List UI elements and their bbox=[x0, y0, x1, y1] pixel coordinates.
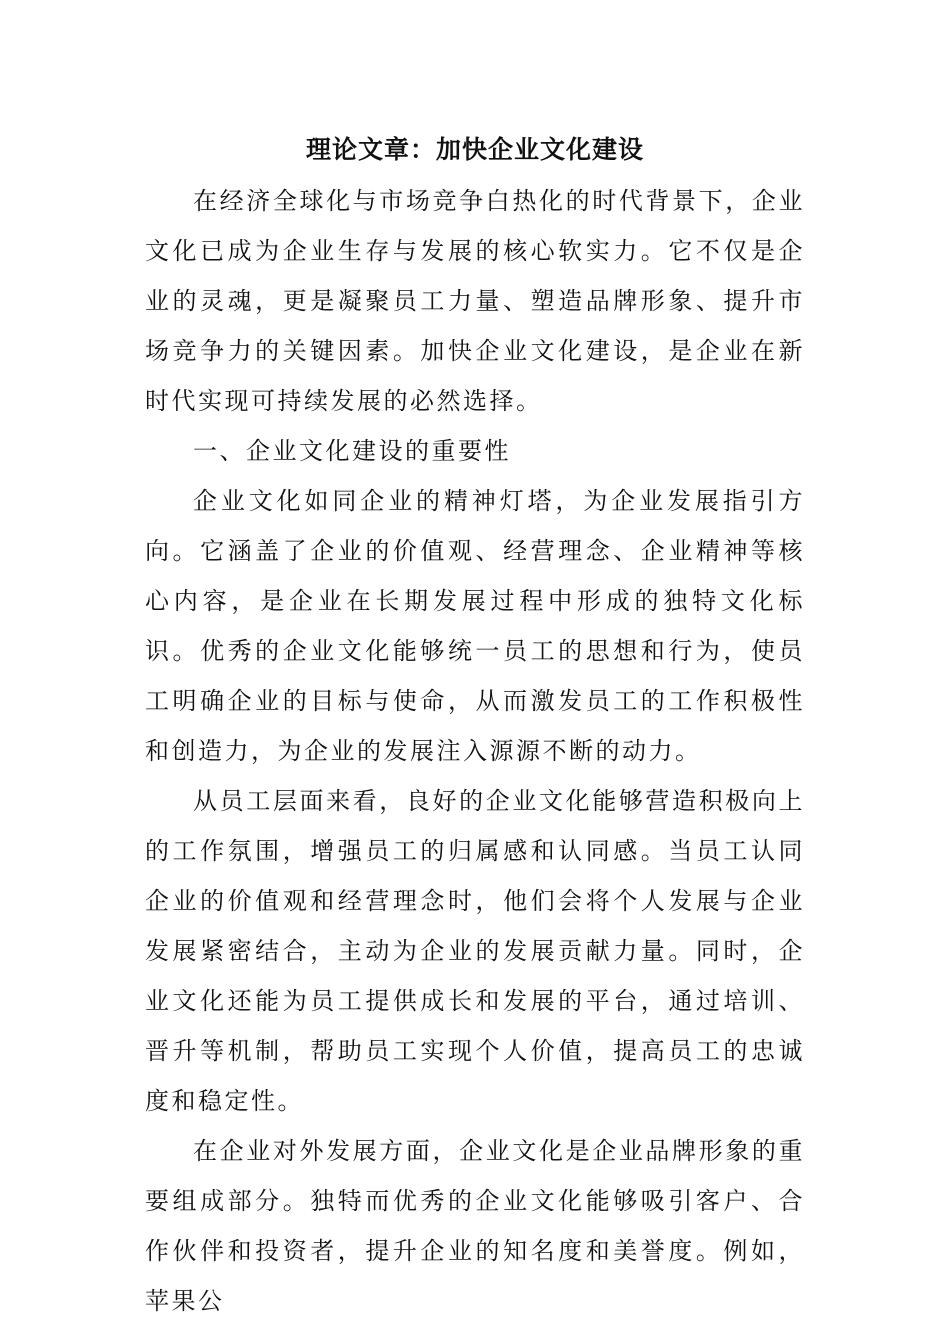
paragraph-intro: 在经济全球化与市场竞争白热化的时代背景下，企业文化已成为企业生存与发展的核心软实力。它不仅是企业的灵魂，更是凝聚员工力量、塑造品牌形象、提升市场竞争力的关键因素。加快企业文化建设，是企业在新时代实现可持续发展的必然选择。 bbox=[145, 187, 805, 415]
paragraph-employee-level: 从员工层面来看，良好的企业文化能够营造积极向上的工作氛围，增强员工的归属感和认同感。当员工认同企业的价值观和经营理念时，他们会将个人发展与企业发展紧密结合，主动为企业的发展贡献力量。同时，企业文化还能为员工提供成长和发展的平台，通过培训、晋升等机制，帮助员工实现个人价值，提高员工的忠诚度和稳定性。 bbox=[145, 787, 805, 1115]
document-title: 理论文章：加快企业文化建设 bbox=[305, 135, 644, 164]
section-heading-importance: 一、企业文化建设的重要性 bbox=[193, 437, 511, 465]
document-body bbox=[145, 176, 805, 1326]
paragraph-external-development: 在企业对外发展方面，企业文化是企业品牌形象的重要组成部分。独特而优秀的企业文化能够吸引客户、合作伙伴和投资者，提升企业的知名度和美誉度。例如，苹果公 bbox=[145, 1137, 805, 1315]
paragraph-spiritual-lighthouse: 企业文化如同企业的精神灯塔，为企业发展指引方向。它涵盖了企业的价值观、经营理念、企业精神等核心内容，是企业在长期发展过程中形成的独特文化标识。优秀的企业文化能够统一员工的思想和行为，使员工明确企业的目标与使命，从而激发员工的工作积极性和创造力，为企业的发展注入源源不断的动力。 bbox=[145, 487, 805, 765]
